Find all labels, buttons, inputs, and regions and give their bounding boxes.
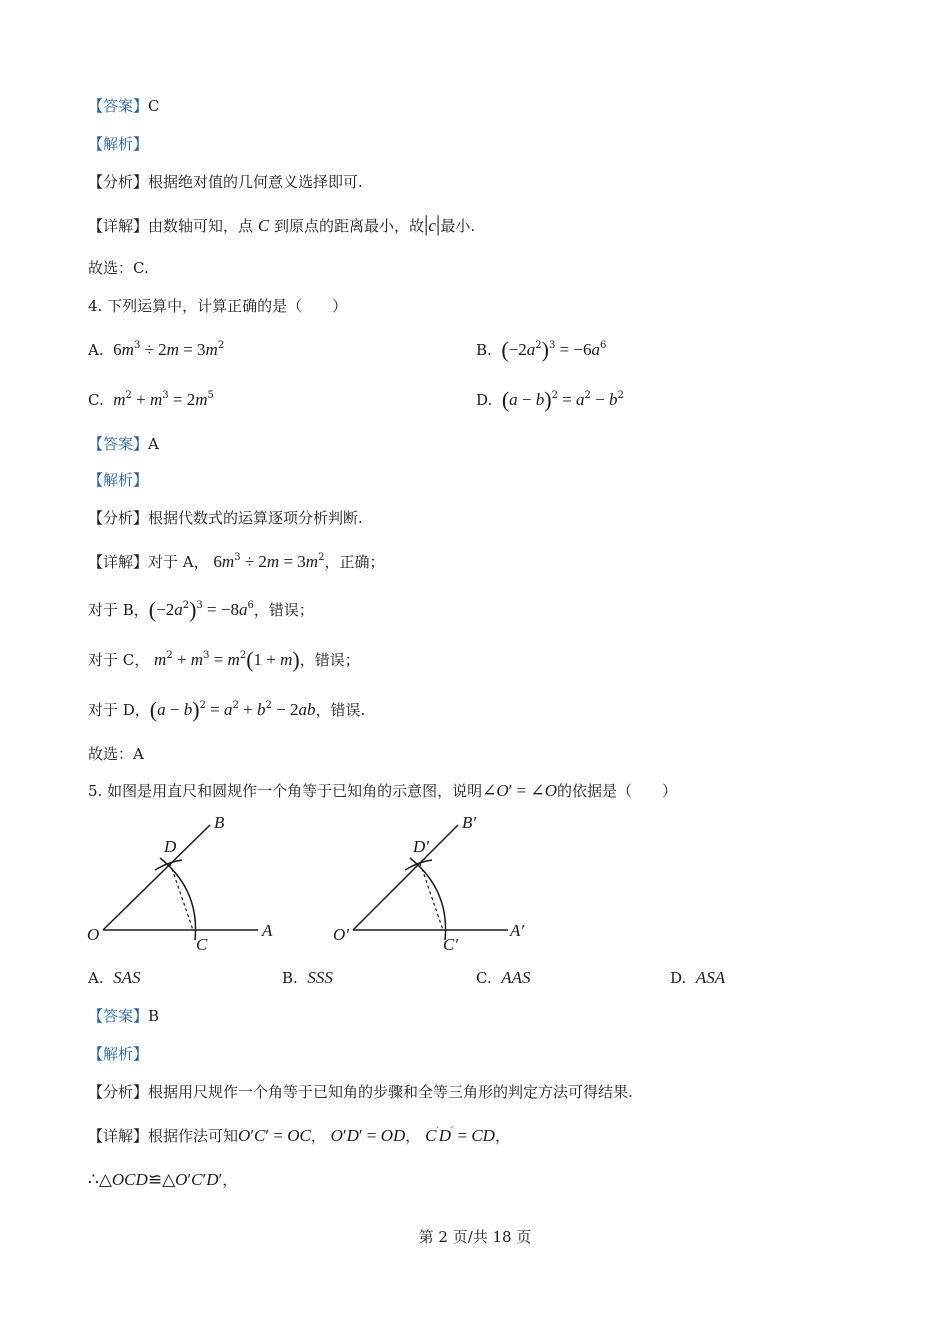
label-C-prime: C′ <box>443 935 459 954</box>
q4-answer-line: 【答案】A <box>88 435 159 453</box>
q5-option-b: B. SSS <box>282 968 333 987</box>
q4-detail-d: 对于 D，$(a - b)^2 = a^2 + b^2 - 2ab$，错误. <box>88 697 366 722</box>
q3-detail-line: 【详解】由数轴可知，点 C 到原点的距离最小，故|c|最小. <box>88 211 476 236</box>
right-figure <box>353 825 508 940</box>
answer-value: C <box>148 97 160 115</box>
q4-option-d: D. $(a - b)^2 = a^2 - b^2$ <box>476 387 624 412</box>
q3-conclusion: 故选：C. <box>88 259 149 277</box>
label-A-prime: A′ <box>510 921 525 940</box>
q4-conclusion: 故选：A <box>88 745 144 763</box>
q4-option-c: C. $m^2 + m^3 = 2m^5$ <box>88 390 214 409</box>
q5-option-d: D. ASA <box>670 968 726 987</box>
left-figure-labels <box>87 813 273 954</box>
label-A: A <box>262 921 273 940</box>
left-figure <box>103 825 258 940</box>
label-B-prime: B′ <box>462 813 477 832</box>
label-B: B <box>214 813 225 832</box>
q5-option-a: A. SAS <box>88 968 141 987</box>
arc-C'D' <box>410 858 446 940</box>
q4-detail-c: 对于 C， $m^2 + m^3 = m^2(1 + m)$，错误； <box>88 647 360 672</box>
q5-analysis-tag: 【解析】 <box>88 1045 149 1063</box>
ray-O'B' <box>353 825 458 930</box>
q5-congruence-line: ∴△OCD≌△O′C′D′， <box>88 1170 238 1189</box>
label-O-prime: O′ <box>333 925 349 944</box>
q4-analysis-tag: 【解析】 <box>88 471 149 489</box>
angle-construction-figure <box>0 810 950 960</box>
label-D: D <box>164 837 177 856</box>
q3-fenxi-line: 【分析】根据绝对值的几何意义选择即可. <box>88 173 363 191</box>
q4-fenxi-line: 【分析】根据代数式的运算逐项分析判断. <box>88 509 363 527</box>
label-C: C <box>196 935 208 954</box>
q5-option-c: C. AAS <box>476 968 531 987</box>
arc-CD <box>160 858 196 940</box>
q3-analysis-tag: 【解析】 <box>88 135 149 153</box>
q4-detail-b: 对于 B，$(-2a^2)^3 = -8a^6$，错误； <box>88 597 314 622</box>
right-figure-labels <box>333 813 524 954</box>
q4-option-a: A. $6m^3 \div 2m = 3m^2$ <box>88 340 225 359</box>
q4-option-b: B. $(-2a^2)^3 = -6a^6$ <box>476 337 607 362</box>
q4-detail-a: 【详解】对于 A， $6m^3 \div 2m = 3m^2$，正确； <box>88 552 385 571</box>
page-footer: 第 2 页/共 18 页 <box>418 1228 532 1246</box>
label-O: O <box>87 925 100 944</box>
label-D-prime: D′ <box>413 837 429 856</box>
q5-fenxi-line: 【分析】根据用尺规作一个角等于已知角的步骤和全等三角形的判定方法可得结果. <box>88 1083 633 1101</box>
q3-answer-line <box>88 96 160 116</box>
q5-answer-line: 【答案】B <box>88 1007 160 1025</box>
q4-stem: 4. 下列运算中，计算正确的是（ ） <box>88 297 348 315</box>
q5-stem: 5. 如图是用直尺和圆规作一个角等于已知角的示意图，说明∠O′ = ∠O的依据是（ ） <box>88 781 677 800</box>
q5-detail-line: 【详解】根据作法可知O′C′ = OC， O′D′ = OD， C′D′ = CD， <box>88 1126 510 1145</box>
answer-tag: 【答案】 <box>88 97 149 115</box>
